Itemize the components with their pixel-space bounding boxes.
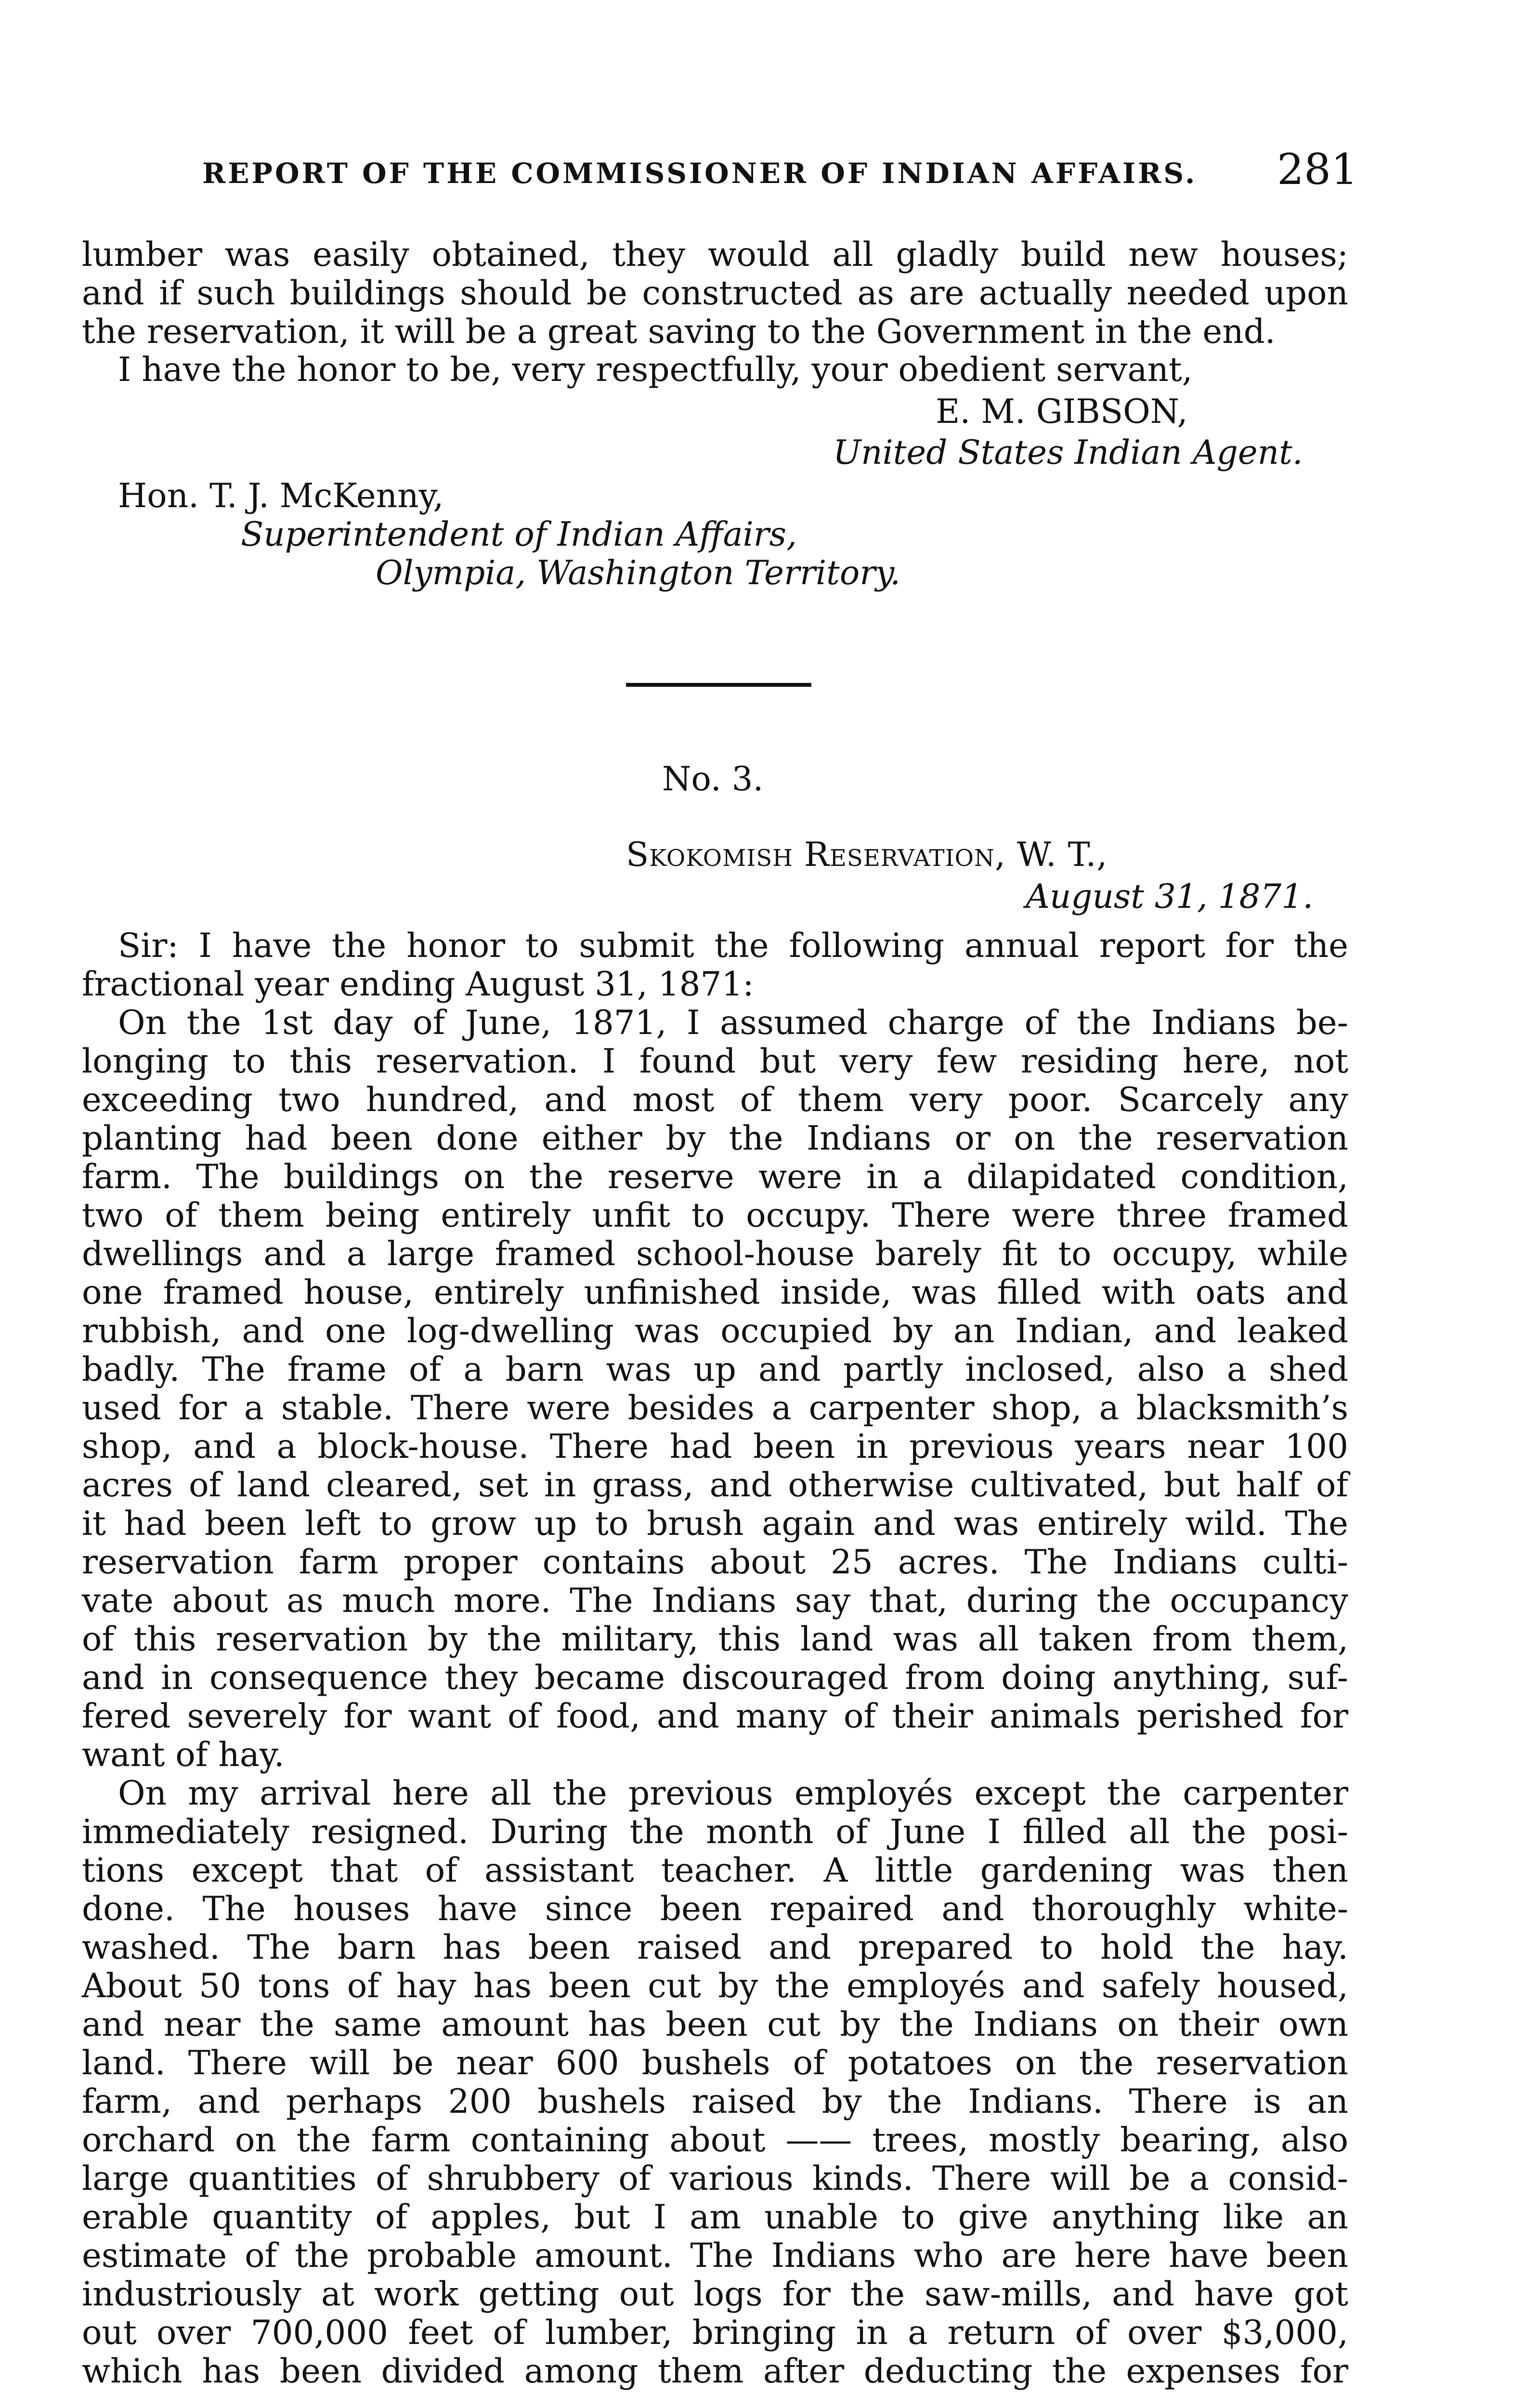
text-line: badly. The frame of a barn was up and partly inclosed, also a shed: [82, 1350, 1348, 1389]
text-line: farm. The buildings on the reserve were in a dilapidated condition,: [82, 1158, 1348, 1196]
text-line: vate about as much more. The Indians say that, during the occupancy: [82, 1582, 1348, 1620]
text-line: fered severely for want of food, and many of their animals perished for: [82, 1697, 1348, 1736]
text-line: which has been divided among them after deducting the expenses for: [82, 2352, 1348, 2391]
text-line: exceeding two hundred, and most of them very poor. Scarcely any: [82, 1081, 1348, 1119]
text-line: land. There will be near 600 bushels of potatoes on the reservation: [82, 2044, 1348, 2082]
text-line: erable quantity of apples, but I am unable to give anything like an: [82, 2198, 1348, 2237]
text-line: estimate of the probable amount. The Indians who are here have been: [82, 2237, 1348, 2275]
text-line: out over 700,000 feet of lumber, bringing in a return of over $3,000,: [82, 2314, 1348, 2352]
text-line: On the 1st day of June, 1871, I assumed charge of the Indians be-: [118, 1004, 1348, 1042]
signer-title: United States Indian Agent.: [833, 433, 1303, 472]
text-line: reservation farm proper contains about 25 acres. The Indians culti-: [82, 1543, 1348, 1582]
text-line: immediately resigned. During the month of June I filled all the posi-: [82, 1813, 1348, 1851]
text-line: two of them being entirely unfit to occupy. There were three framed: [82, 1196, 1348, 1235]
text-line: planting had been done either by the Indians or on the reservation: [82, 1119, 1348, 1158]
text-line: and near the same amount has been cut by the Indians on their own: [82, 2005, 1348, 2044]
text-line: fractional year ending August 31, 1871:: [82, 965, 754, 1004]
text-line: washed. The barn has been raised and prepared to hold the hay.: [82, 1928, 1348, 1967]
text-line: lumber was easily obtained, they would all gladly build new houses;: [82, 236, 1348, 274]
text-line: Sir: I have the honor to submit the following annual report for the: [118, 927, 1348, 965]
text-line: rubbish, and one log-dwelling was occupied by an Indian, and leaked: [82, 1312, 1348, 1350]
text-line: orchard on the farm containing about —— trees, mostly bearing, also: [82, 2121, 1348, 2159]
text-line: longing to this reservation. I found but very few residing here, not: [82, 1042, 1348, 1081]
complimentary-close: I have the honor to be, very respectfully, your obedient servant,: [118, 351, 1193, 389]
text-line: done. The houses have since been repaired and thoroughly white-: [82, 1890, 1348, 1928]
text-line: About 50 tons of hay has been cut by the employés and safely housed,: [82, 1967, 1348, 2005]
text-line: and in consequence they became discouraged from doing anything, suf-: [82, 1659, 1348, 1697]
text-line: large quantities of shrubbery of various kinds. There will be a consid-: [82, 2159, 1348, 2198]
text-line: want of hay.: [82, 1736, 285, 1774]
report-date: August 31, 1871.: [1026, 877, 1314, 916]
report-number: No. 3.: [662, 760, 764, 798]
text-line: one framed house, entirely unfinished inside, was filled with oats and: [82, 1273, 1348, 1312]
text-line: industriously at work getting out logs for the saw-mills, and have got: [82, 2275, 1348, 2314]
text-line: On my arrival here all the previous employés except the carpenter: [118, 1774, 1348, 1813]
text-line: it had been left to grow up to brush again and was entirely wild. The: [82, 1505, 1348, 1543]
addressee-title: Superintendent of Indian Affairs,: [241, 515, 797, 554]
page-number: 281: [1277, 144, 1358, 194]
text-line: acres of land cleared, set in grass, and otherwise cultivated, but half of: [82, 1466, 1348, 1505]
text-line: dwellings and a large framed school-house barely fit to occupy, while: [82, 1235, 1348, 1273]
section-divider: [626, 683, 811, 687]
text-line: farm, and perhaps 200 bushels raised by the Indians. There is an: [82, 2082, 1348, 2121]
report-place: Skokomish Reservation, W. T.,: [626, 836, 1108, 874]
signer-name: E. M. GIBSON,: [936, 393, 1188, 431]
text-line: tions except that of assistant teacher. A little gardening was then: [82, 1851, 1348, 1890]
page-header: [144, 144, 1358, 202]
addressee-name: Hon. T. J. McKenny,: [118, 477, 444, 515]
text-line: the reservation, it will be a great saving to the Government in the end.: [82, 313, 1276, 351]
text-line: shop, and a block-house. There had been in previous years near 100: [82, 1427, 1348, 1466]
text-line: of this reservation by the military, this land was all taken from them,: [82, 1620, 1348, 1659]
running-head: REPORT OF THE COMMISSIONER OF INDIAN AFFAIRS.: [202, 157, 1198, 190]
text-line: and if such buildings should be constructed as are actually needed upon: [82, 274, 1348, 313]
text-line: used for a stable. There were besides a carpenter shop, a blacksmith’s: [82, 1389, 1348, 1427]
addressee-place: Olympia, Washington Territory.: [376, 554, 901, 592]
